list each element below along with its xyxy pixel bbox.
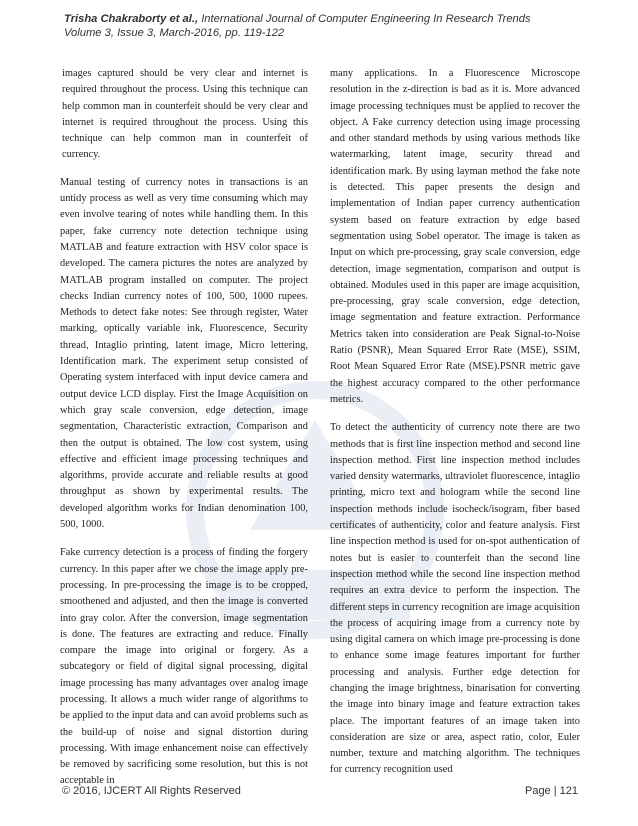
footer-copyright: © 2016, IJCERT All Rights Reserved <box>62 785 241 797</box>
left-column <box>60 66 308 790</box>
paragraph: To detect the authenticity of currency note there are two methods that is first line inspection method and second line inspection method. First line inspection method includes varied density watermarks, ultraviolet fluorescence, intaglio printing, micro text and hologram while the second line inspection methods include isocheck/isogram, fiber based certificates of authenticity, color and feature analysis. First line inspection method is used for on-spot authentication of notes but is easier to counterfeit than the second line inspection method while the second line inspection method requires an extra device to perform the inspection. The different steps in currency recognition are image acquisition the process of acquiring image from a currency note by using digital camera on which image pre-processing is done to enhance some image features important for further processing and analysis. Further edge detection for changing the image brightness, binarisation for converting the image into binary image and feature extraction takes place. The important features of an image taken into consideration are size or area, aspect ratio, color, Euler number, texture and matching algorithm. The techniques for currency recognition used <box>330 422 580 776</box>
paragraph: many applications. In a Fluorescence Microscope resolution in the z-direction is bad as it is. More advanced image processing techniques must be applied to recover the object. A Fake currency detection using image processing and other standard methods by using various methods like watermarking, latent image, security thread and identification mark. By using layman method the fake note is detected. This paper presents the design and implementation of Indian paper currency authentication system based on feature extraction by edge based segmentation using Sobel operator. The image is taken as Input on which pre-processing, gray scale conversion, edge detection, image segmentation, comparison and output is obtained. Modules used in this paper are image acquisition, pre-processing, gray scale conversion, edge detection, image segmentation and feature extraction. Performance Metrics taken into consideration are Peak Signal-to-Noise Ratio (PSNR), Mean Squared Error Rate (MSE), SSIM, Root Mean Squared Error Rate (MSE).PSNR metric gave the highest accuracy compared to the other performance metrics. <box>330 68 580 405</box>
paragraph: Manual testing of currency notes in transactions is an untidy process as well as very time consuming which may even involve tearing of notes while handling them. In this paper, fake currency note detection technique using MATLAB and feature extraction with HSV color space is developed. The camera pictures the notes are analyzed by MATLAB program installed on computer. The project checks Indian currency notes of 100, 500, 1000 rupees. Methods to detect fake notes: See through register, Water marking, optically variable ink, Fluorescence, Security thread, Intaglio printing, latent image, Micro lettering, Identification mark. The experiment setup consisted of Operating system interfaced with input device camera and output device LCD display. First the Image Acquisition on which gray scale conversion, edge detection, image segmentation, Characteristic extraction, Comparison and then the output is obtained. The low cost system, using effective and efficient image processing techniques and algorithms, provide accurate and reliable results at good throughput as shown by experimental results. The developed algorithm works for Indian denomination 100, 500, 1000. <box>60 176 308 531</box>
running-header <box>64 12 531 40</box>
header-authors: Trisha Chakraborty et al., <box>64 13 199 25</box>
right-column <box>330 66 580 779</box>
footer-page-number: Page | 121 <box>524 785 578 797</box>
page-footer <box>60 781 580 801</box>
paragraph: Fake currency detection is a process of finding the forgery currency. In this paper after we chose the image apply pre-processing. In pre-processing the image is to be cropped, smoothened and adjusted, and then the image is converted into gray color. After the conversion, image segmentation is done. The features are extracting and reduce. Finally compare the image into original or forgery. As a subcategory or field of digital signal processing, digital image processing has many advantages over analog image processing. It allows a much wider range of algorithms to be applied to the input data and can avoid problems such as the build-up of noise and signal distortion during processing. With image enhancement noise can effectively be removed by sacrificing some resolution, but this is not acceptable in <box>60 547 308 787</box>
header-journal: International Journal of Computer Engineering In Research Trends <box>198 13 531 25</box>
header-volume: Volume 3, Issue 3, March-2016, pp. 119-122 <box>64 27 285 39</box>
paragraph: images captured should be very clear and internet is required throughout the process. Using this technique can help common man in counterfeit should be very clear and internet is required throughout the process. Using this technique can help common man in counterfeit of currency. <box>62 68 308 161</box>
